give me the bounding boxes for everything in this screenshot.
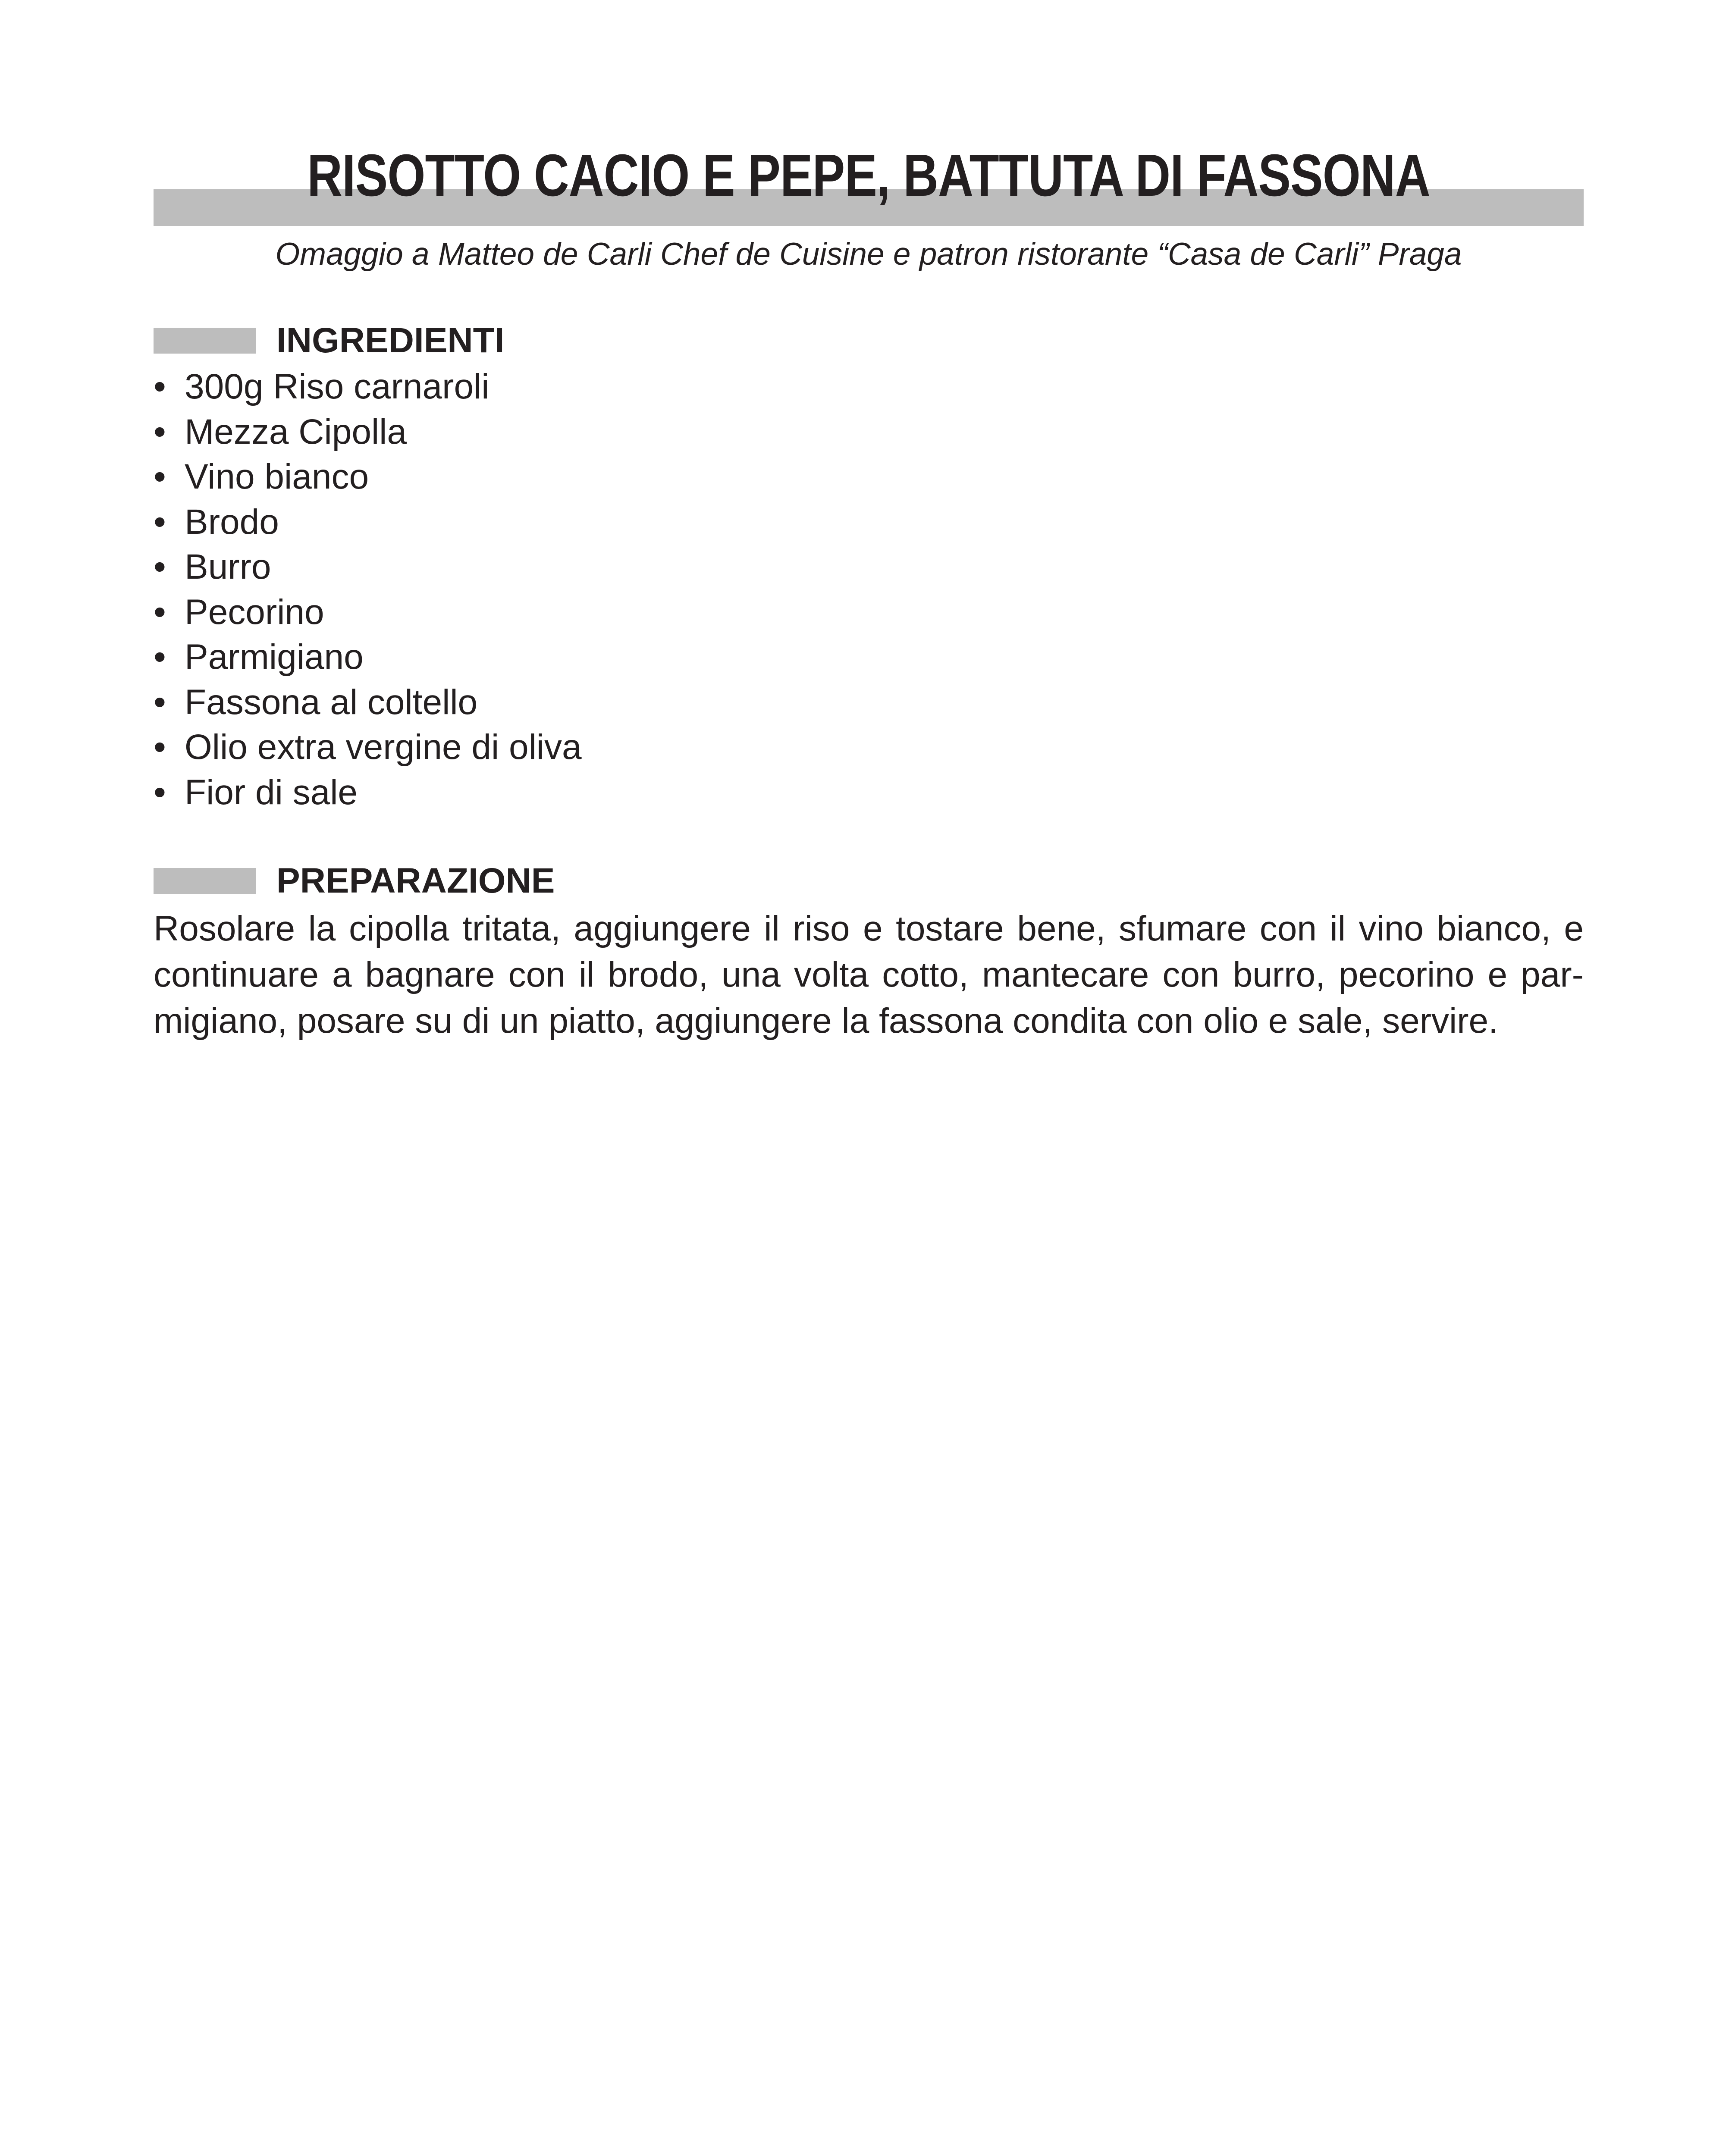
preparation-line: migiano, posare su di un piatto, aggiungere la fassona condita con olio e sale, servire. — [154, 1001, 1498, 1040]
bullet: • — [154, 412, 166, 451]
bullet: • — [154, 772, 166, 812]
list-item — [154, 454, 582, 500]
ingredient-text: Vino bianco — [185, 457, 369, 496]
bullet: • — [154, 727, 166, 767]
list-item — [154, 500, 582, 545]
ingredient-text: Mezza Cipolla — [185, 412, 407, 451]
ingredient-text: Fior di sale — [185, 772, 358, 812]
ingredient-text: Olio extra vergine di oliva — [185, 727, 582, 767]
preparation-line: continuare a bagnare con il brodo, una volta cotto, mantecare con burro, pecorino e par- — [154, 955, 1584, 994]
bullet: • — [154, 367, 166, 406]
preparation-heading — [154, 859, 555, 903]
list-item — [154, 545, 582, 590]
bullet: • — [154, 502, 166, 542]
bullet: • — [154, 682, 166, 722]
ingredient-text: 300g Riso carnaroli — [185, 367, 489, 406]
recipe-subtitle: Omaggio a Matteo de Carli Chef de Cuisine e patron ristorante “Casa de Carli” Praga — [275, 237, 1462, 272]
section-marker — [154, 328, 256, 354]
recipe-title: RISOTTO CACIO E PEPE, BATTUTA DI FASSONA — [307, 142, 1430, 209]
ingredients-list — [154, 364, 582, 815]
list-item — [154, 770, 582, 815]
list-item — [154, 410, 582, 455]
ingredients-heading-label: INGREDIENTI — [276, 321, 505, 360]
bullet: • — [154, 547, 166, 586]
ingredient-text: Brodo — [185, 502, 279, 542]
list-item — [154, 725, 582, 770]
ingredient-text: Fassona al coltello — [185, 682, 478, 722]
list-item — [154, 635, 582, 680]
ingredient-text: Parmigiano — [185, 637, 364, 677]
bullet: • — [154, 592, 166, 632]
ingredient-text: Pecorino — [185, 592, 324, 632]
list-item — [154, 590, 582, 635]
ingredient-text: Burro — [185, 547, 271, 586]
list-item — [154, 364, 582, 410]
bullet: • — [154, 637, 166, 677]
bullet: • — [154, 457, 166, 496]
list-item — [154, 680, 582, 725]
preparation-text — [154, 906, 1584, 1044]
section-marker — [154, 868, 256, 894]
ingredients-heading — [154, 319, 504, 362]
preparation-heading-label: PREPARAZIONE — [276, 861, 555, 900]
preparation-line: Rosolare la cipolla tritata, aggiungere il riso e tostare bene, sfumare con il vino bianco, e — [154, 909, 1584, 948]
